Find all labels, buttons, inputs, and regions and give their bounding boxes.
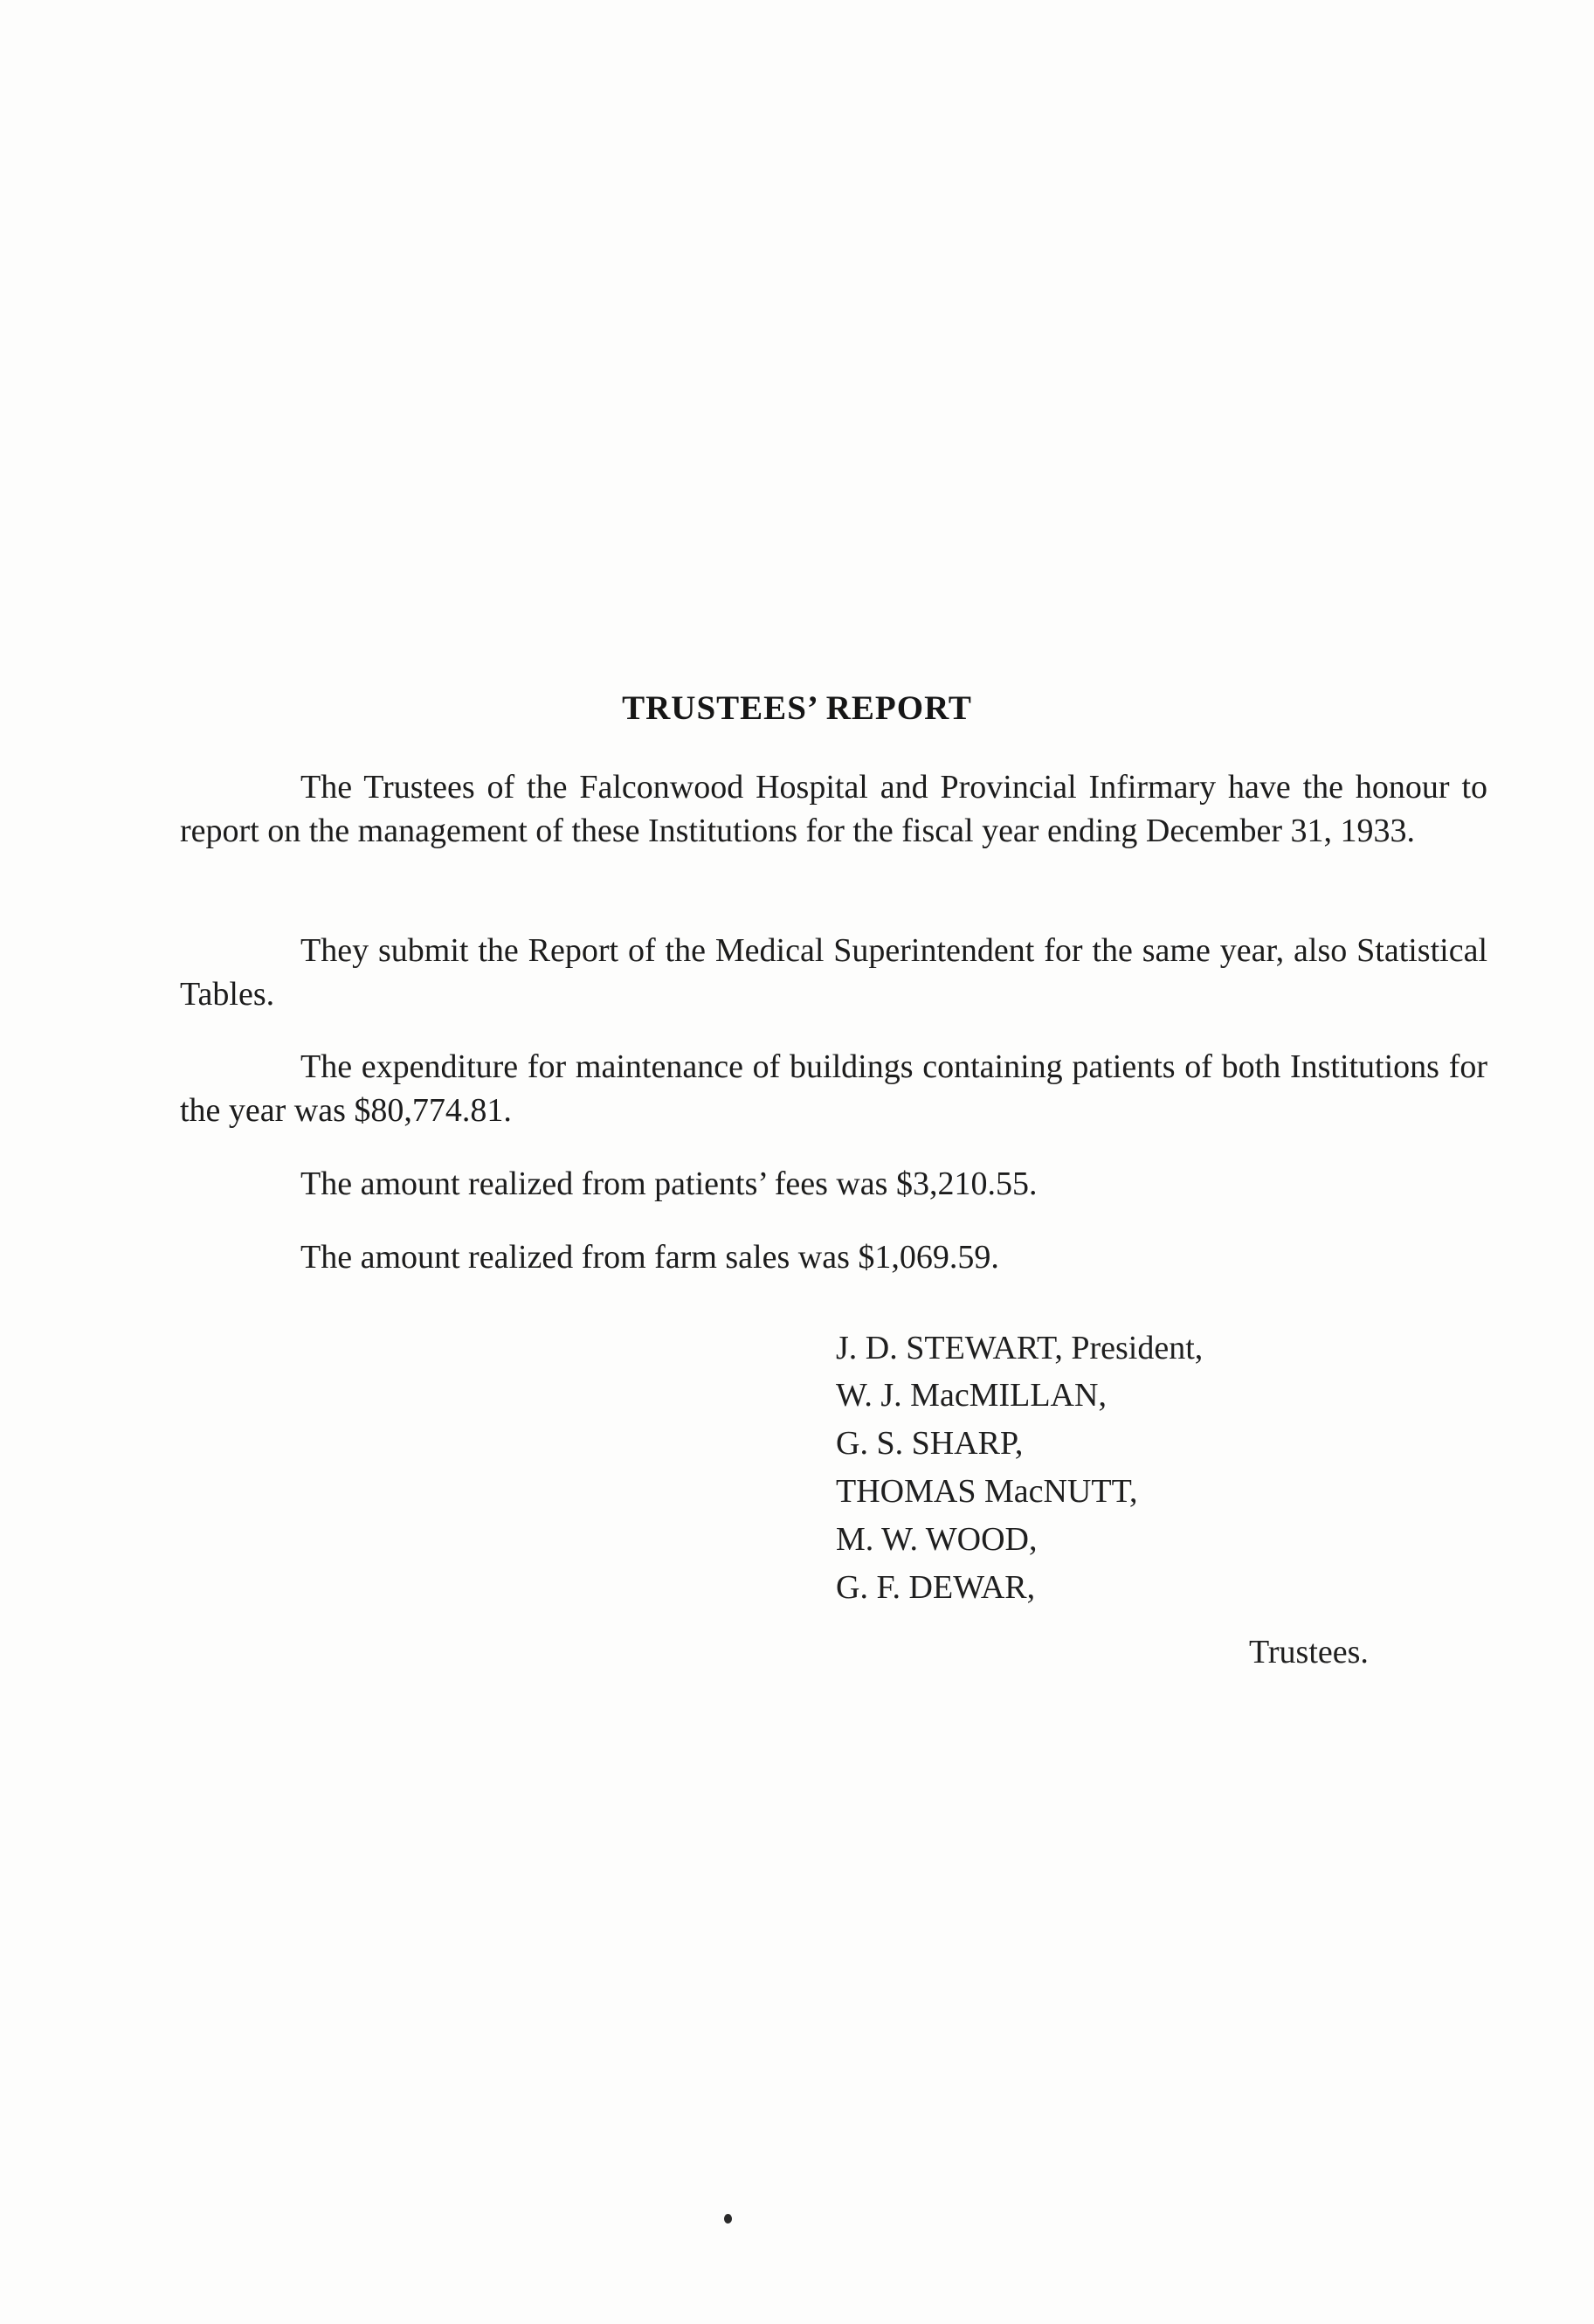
signatory: G. F. DEWAR, xyxy=(836,1569,1036,1606)
signatory: G. S. SHARP, xyxy=(836,1425,1024,1462)
paragraph-farm-sales: The amount realized from farm sales was $1,069.59. xyxy=(300,1239,999,1276)
closing-trustees: Trustees. xyxy=(1249,1634,1369,1670)
report-title: TRUSTEES’ REPORT xyxy=(622,689,972,727)
paragraph-expenditure: The expenditure for maintenance of buildings containing patients of both Institutions for the year was $80,774.81. xyxy=(180,1048,1487,1129)
signatory: THOMAS MacNUTT, xyxy=(836,1473,1138,1510)
paragraph-medical-report: They submit the Report of the Medical Superintendent for the same year, also Statistical Tables. xyxy=(180,932,1487,1013)
page-mark xyxy=(724,2214,732,2224)
signatory: J. D. STEWART, President, xyxy=(836,1330,1204,1366)
signatory: W. J. MacMILLAN, xyxy=(836,1377,1107,1414)
signatory: M. W. WOOD, xyxy=(836,1521,1038,1558)
paragraph-patient-fees: The amount realized from patients’ fees was $3,210.55. xyxy=(300,1165,1038,1202)
paragraph-intro: The Trustees of the Falconwood Hospital and Provincial Infirmary have the honour to report on the management of these Institutions for the fiscal year ending December 31, 1933. xyxy=(180,769,1487,849)
